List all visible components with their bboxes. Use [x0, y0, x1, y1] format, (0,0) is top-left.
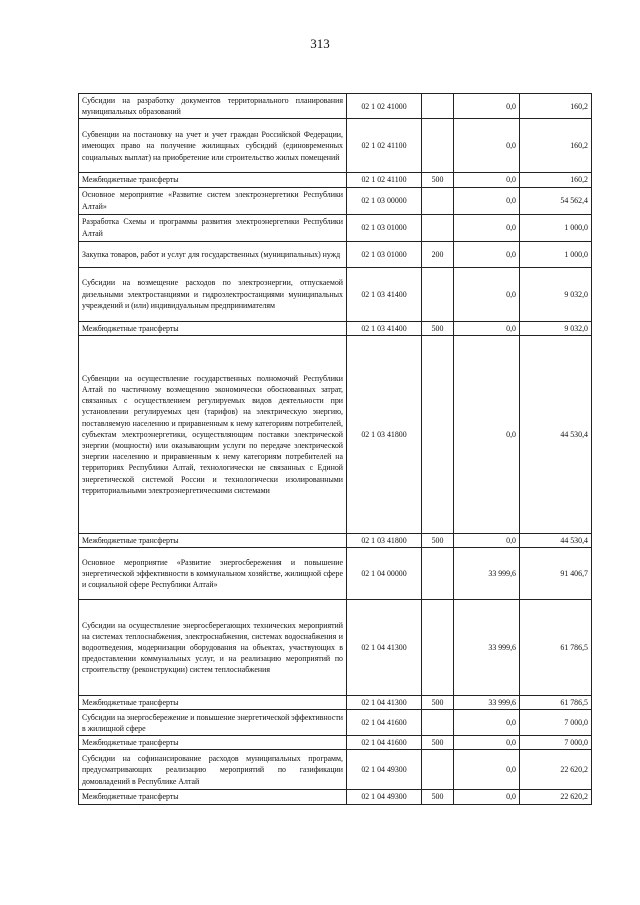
row-amount-year2-cell: 7 000,0: [520, 736, 592, 750]
row-expense-type-cell: 200: [422, 241, 454, 267]
row-expense-type-cell: 500: [422, 790, 454, 804]
row-amount-year1-cell: 0,0: [454, 321, 520, 335]
row-code-cell: 02 1 04 00000: [347, 548, 422, 600]
row-code-cell: 02 1 03 41800: [347, 533, 422, 547]
row-code-cell: 02 1 04 49300: [347, 750, 422, 790]
row-name-cell: Межбюджетные трансферты: [79, 696, 347, 710]
row-name-cell: Субвенции на осуществление государственных полномочий Республики Алтай по частичному возмещению экономически обоснованных затрат, связанных с осуществлением регулируемых видов деятельности при установлении регулируемых цен (тарифов) на электрическую энергию, поставляемую населению и приравненным к нему категориям потребителей, субъектам электроэнергетики, осуществляющим поставки электрической энергии (мощности) или оказывающим услуги по передаче электрической энергии населению и приравненным к нему категориям потребителей на территориях Республики Алтай, технологически не связанных с Единой энергетической системой России и технологически изолированными территориальными электроэнергетическими системами: [79, 335, 347, 533]
row-amount-year2-cell: 1 000,0: [520, 214, 592, 241]
row-code-cell: 02 1 02 41000: [347, 94, 422, 119]
row-name-cell: Основное мероприятие «Развитие систем электроэнергетики Республики Алтай»: [79, 187, 347, 214]
row-code-cell: 02 1 04 41300: [347, 696, 422, 710]
budget-table-body: [79, 94, 592, 805]
row-amount-year2-cell: 22 620,2: [520, 750, 592, 790]
row-expense-type-cell: 500: [422, 533, 454, 547]
table-row: [79, 187, 592, 214]
row-expense-type-cell: [422, 335, 454, 533]
row-amount-year2-cell: 7 000,0: [520, 710, 592, 736]
row-amount-year1-cell: 0,0: [454, 241, 520, 267]
row-code-cell: 02 1 02 41100: [347, 119, 422, 173]
row-expense-type-cell: 500: [422, 736, 454, 750]
row-code-cell: 02 1 03 41800: [347, 335, 422, 533]
row-name-cell: Межбюджетные трансферты: [79, 736, 347, 750]
row-expense-type-cell: [422, 187, 454, 214]
row-expense-type-cell: [422, 267, 454, 321]
row-code-cell: 02 1 03 01000: [347, 214, 422, 241]
table-row: [79, 119, 592, 173]
row-amount-year2-cell: 9 032,0: [520, 321, 592, 335]
row-amount-year2-cell: 160,2: [520, 119, 592, 173]
row-amount-year1-cell: 0,0: [454, 790, 520, 804]
table-row: [79, 173, 592, 187]
row-amount-year2-cell: 44 530,4: [520, 533, 592, 547]
row-name-cell: Закупка товаров, работ и услуг для государственных (муниципальных) нужд: [79, 241, 347, 267]
row-amount-year2-cell: 9 032,0: [520, 267, 592, 321]
row-amount-year1-cell: 0,0: [454, 533, 520, 547]
row-code-cell: 02 1 02 41100: [347, 173, 422, 187]
row-code-cell: 02 1 03 01000: [347, 241, 422, 267]
row-amount-year2-cell: 61 786,5: [520, 600, 592, 696]
table-row: [79, 600, 592, 696]
row-name-cell: Субсидии на осуществление энергосберегающих технических мероприятий на системах теплоснабжения, электроснабжения, системах водоснабжения и водоотведения, модернизации оборудования на объектах, участвующих в предоставлении коммунальных услуг, и на реализацию мероприятий по строительству (реконструкции) систем теплоснабжения: [79, 600, 347, 696]
row-amount-year1-cell: 0,0: [454, 267, 520, 321]
table-row: [79, 790, 592, 804]
row-expense-type-cell: [422, 710, 454, 736]
row-expense-type-cell: [422, 548, 454, 600]
budget-table: [78, 93, 592, 805]
row-amount-year1-cell: 0,0: [454, 736, 520, 750]
row-name-cell: Межбюджетные трансферты: [79, 321, 347, 335]
row-expense-type-cell: [422, 600, 454, 696]
row-name-cell: Субсидии на возмещение расходов по электроэнергии, отпускаемой дизельными электростанциями и гидроэлектростанциями муниципальных учреждений и (или) индивидуальным предпринимателям: [79, 267, 347, 321]
row-expense-type-cell: [422, 750, 454, 790]
table-row: [79, 267, 592, 321]
row-amount-year2-cell: 160,2: [520, 173, 592, 187]
row-amount-year1-cell: 33 999,6: [454, 696, 520, 710]
row-code-cell: 02 1 03 41400: [347, 267, 422, 321]
row-amount-year1-cell: 0,0: [454, 119, 520, 173]
row-name-cell: Субсидии на энергосбережение и повышение энергетической эффективности в жилищной сфере: [79, 710, 347, 736]
table-row: [79, 321, 592, 335]
row-name-cell: Межбюджетные трансферты: [79, 173, 347, 187]
row-amount-year1-cell: 0,0: [454, 335, 520, 533]
row-name-cell: Межбюджетные трансферты: [79, 790, 347, 804]
row-amount-year1-cell: 0,0: [454, 710, 520, 736]
row-code-cell: 02 1 04 41600: [347, 710, 422, 736]
row-name-cell: Субсидии на софинансирование расходов муниципальных программ, предусматривающих реализацию мероприятий по газификации домовладений в Республике Алтай: [79, 750, 347, 790]
row-expense-type-cell: [422, 214, 454, 241]
page-number: 313: [310, 36, 330, 51]
row-name-cell: Субсидии на разработку документов территориального планирования муниципальных образований: [79, 94, 347, 119]
table-row: [79, 736, 592, 750]
table-row: [79, 548, 592, 600]
table-row: [79, 750, 592, 790]
row-amount-year2-cell: 44 530,4: [520, 335, 592, 533]
table-row: [79, 335, 592, 533]
row-amount-year2-cell: 22 620,2: [520, 790, 592, 804]
row-amount-year1-cell: 0,0: [454, 750, 520, 790]
row-amount-year1-cell: 0,0: [454, 214, 520, 241]
row-amount-year2-cell: 91 406,7: [520, 548, 592, 600]
row-expense-type-cell: [422, 94, 454, 119]
table-row: [79, 533, 592, 547]
row-amount-year2-cell: 1 000,0: [520, 241, 592, 267]
row-amount-year1-cell: 33 999,6: [454, 600, 520, 696]
row-code-cell: 02 1 03 00000: [347, 187, 422, 214]
row-code-cell: 02 1 04 49300: [347, 790, 422, 804]
row-amount-year1-cell: 0,0: [454, 173, 520, 187]
row-name-cell: Разработка Схемы и программы развития электроэнергетики Республики Алтай: [79, 214, 347, 241]
row-expense-type-cell: 500: [422, 696, 454, 710]
row-expense-type-cell: 500: [422, 321, 454, 335]
row-amount-year1-cell: 0,0: [454, 94, 520, 119]
row-amount-year2-cell: 61 786,5: [520, 696, 592, 710]
row-expense-type-cell: 500: [422, 173, 454, 187]
table-row: [79, 241, 592, 267]
row-name-cell: Основное мероприятие «Развитие энергосбережения и повышение энергетической эффективности в коммунальном хозяйстве, жилищной сфере и социальной сфере Республики Алтай»: [79, 548, 347, 600]
row-name-cell: Субвенции на постановку на учет и учет граждан Российской Федерации, имеющих право на получение жилищных субсидий (единовременных социальных выплат) на приобретение или строительство жилых помещений: [79, 119, 347, 173]
row-code-cell: 02 1 04 41300: [347, 600, 422, 696]
row-code-cell: 02 1 03 41400: [347, 321, 422, 335]
row-amount-year2-cell: 54 562,4: [520, 187, 592, 214]
table-row: [79, 214, 592, 241]
row-amount-year1-cell: 33 999,6: [454, 548, 520, 600]
row-amount-year2-cell: 160,2: [520, 94, 592, 119]
table-row: [79, 94, 592, 119]
row-amount-year1-cell: 0,0: [454, 187, 520, 214]
row-expense-type-cell: [422, 119, 454, 173]
row-code-cell: 02 1 04 41600: [347, 736, 422, 750]
row-name-cell: Межбюджетные трансферты: [79, 533, 347, 547]
table-row: [79, 696, 592, 710]
table-row: [79, 710, 592, 736]
